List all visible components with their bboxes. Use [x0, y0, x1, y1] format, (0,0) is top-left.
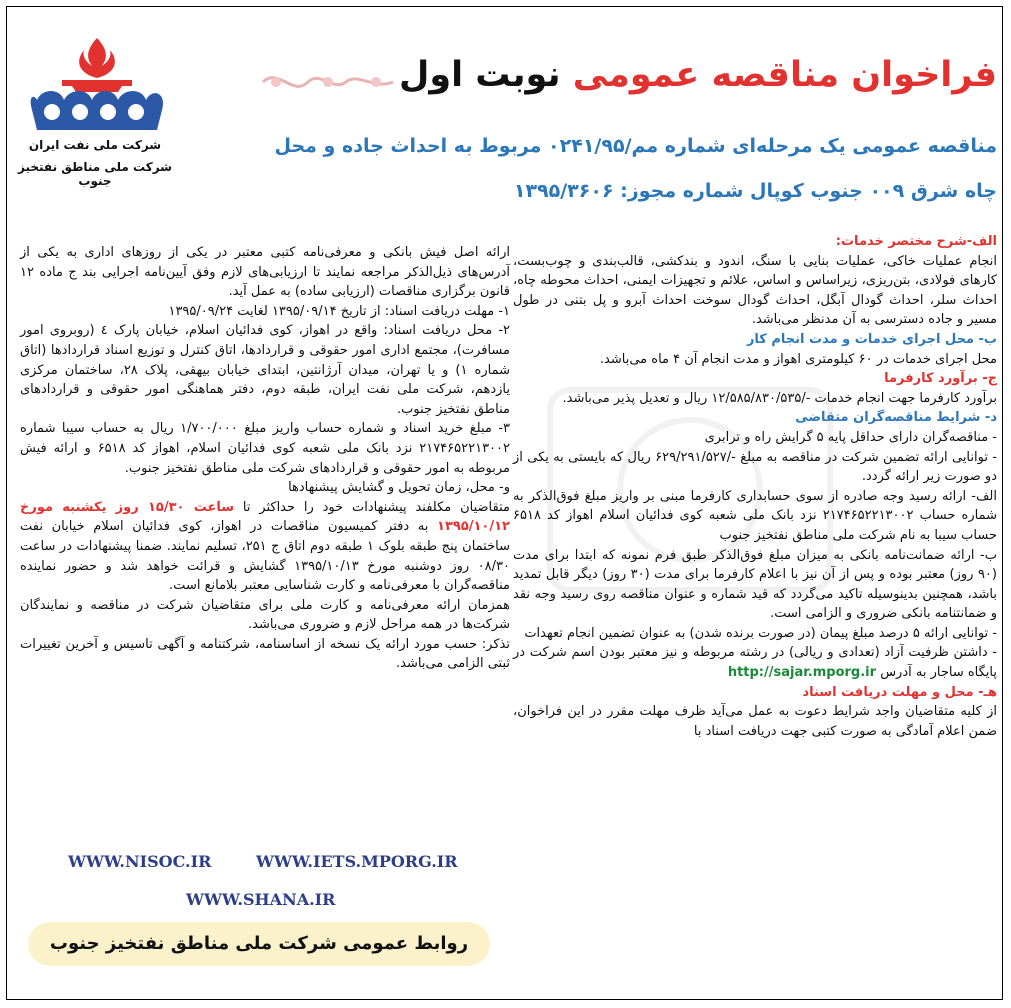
company-name-nioc: شرکت ملی نفت ایران	[28, 138, 162, 152]
website-link-nisoc[interactable]: WWW.NISOC.IR	[68, 852, 212, 871]
left-column	[20, 243, 510, 674]
left-para-4: ۳- مبلغ خرید اسناد و شماره حساب واریز مبلغ ۱/۷۰۰/۰۰۰ ریال به حساب سیبا شماره ۲۱۷۴۶۵۲۲۱۳۰۰۲ نزد بانک ملی شعبه کوی فدائیان اسلام، اهواز کد ۶۵۱۸ و ارائه فیش مربوطه به امور حقوقی و قراردادهای شرکت ملی مناطق نفتخیز جنوب.	[20, 421, 511, 476]
left-para-1: ارائه اصل فیش بانکی و معرفی‌نامه کتبی معتبر در یکی از روزهای اداری به یکی از آدرس‌های ذیل‌الذکر مراجعه نمایند تا ارزیابی‌های لازم وفق آیین‌نامه اجرایی بند ج ماده ۱۲ قانون برگزاری مناقصات (ارزیابی ساده) به عمل آید.	[20, 245, 510, 300]
section-e-heading: هـ- محل و مهلت دریافت اسناد	[802, 684, 997, 700]
section-d-item-3: الف- ارائه رسید وجه صادره از سوی حسابداری کارفرما مبنی بر واریز مبلغ فوق‌الذکر به شماره حساب ۲۱۷۴۶۵۲۲۱۳۰۰۲ نزد بانک ملی شعبه کوی فدائیان اسلام اهواز کد ۶۵۱۸ حساب سیبا به نام شرکت ملی مناطق نفتخیز جنوب	[513, 488, 997, 543]
section-b-text: محل اجرای خدمات در ۶۰ کیلومتری اهواز و مدت انجام آن ۴ ماه می‌باشد.	[599, 351, 997, 367]
nioc-logo-icon	[22, 30, 172, 145]
left-para-3: ۲- محل دریافت اسناد: واقع در اهواز، کوی فدائیان اسلام، خیابان پارک ٤ (روبروی امور مسافرت)، مجتمع اداری امور حقوقی و قراردادها، اتاق کنترل و توزیع اسناد قراردادها (اتاق شماره ۱) و یا تهران، میدان آرژانتین، ابتدای خیابان بیهقی، پلاک ۲۸، ساختمان مرکزی یازدهم، شرکت ملی نفت ایران، طبقه دوم، دفتر هماهنگی امور حقوقی و قراردادهای مناطق نفتخیز جنوب.	[20, 323, 510, 417]
right-column	[513, 232, 997, 741]
left-para-6b: به دفتر کمیسیون مناقصات در اهواز، کوی فدائیان اسلام خیابان نفت ساختمان پنج طبقه بلوک ۱ طبقه دوم اتاق ج ۲۵۱، تسلیم نمایند. ضمنا پیشنهادات در ساعت ۰۸/۳۰ روز دوشنبه مورخ ۱۳۹۵/۱۰/۱۳ گشایش و قرائت خواهد شد و حضور نماینده مناقصه‌گران با معرفی‌نامه و کارت شناسایی معتبر بلامانع است.	[20, 519, 510, 594]
deadline-time: ساعت ۱۵/۳۰ روز یکشنبه مورخ ۱۳۹۵/۱۰/۱۲	[20, 499, 510, 535]
title-red-part: فراخوان مناقصه عمومی	[572, 55, 997, 95]
section-d-item-6: - داشتن ظرفیت آزاد (تعدادی و ریالی) در رشته مربوطه و نیز معتبر بودن اسم شرکت در پایگاه ساجار به آدرس	[513, 645, 997, 681]
left-para-2: ۱- مهلت دریافت اسناد: از تاریخ ۱۳۹۵/۰۹/۱۴ لغایت ۱۳۹۵/۰۹/۲۴	[168, 303, 510, 319]
section-a-text: انجام عملیات خاکی، عملیات بنایی با سنگ، اندود و بندکشی، قالب‌بندی و چوب‌بست، کارهای فولادی، بتن‌ریزی، زیراساس و اساس، علائم و تجهیزات ایمنی، احداث محوطه چاه، احداث سلر، احداث گودال آبگل، احداث گودال سوخت احداث آبرو و پل بتنی در طول مسیر و جاده دسترسی به آن مدنظر می‌باشد.	[513, 253, 997, 328]
section-d-heading: د- شرایط مناقصه‌گران متقاضی	[795, 410, 997, 426]
section-d-item-4: ب- ارائه ضمانت‌نامه بانکی به میزان مبلغ فوق‌الذکر طبق فرم نمونه که ابتدا برای مدت (۹۰ روز) معتبر بوده و پس از آن نیز با اعلام کارفرما برای مدت (۳۰ روز) دیگر قابل تمدید باشد، همچنین بدینوسیله تاکید می‌گردد که قید شماره و عنوان مناقصه روی رسید وجه نقد و ضمانتنامه بانکی ضروری و الزامی است.	[513, 547, 997, 622]
page-title	[320, 55, 997, 111]
section-d-item-1: - مناقصه‌گران دارای حداقل پایه ۵ گرایش راه و ترابری	[704, 429, 997, 445]
left-para-7: همزمان ارائه معرفی‌نامه و کارت ملی برای متقاضیان شرکت در مناقصه و نمایندگان شرکت‌ها در همه مراحل لازم و ضروری می‌باشد.	[20, 597, 510, 633]
left-para-6a: متقاضیان مکلفند پیشنهادات خود را حداکثر تا	[242, 499, 510, 515]
subtitle-line-2: چاه شرق ۰۰۹ جنوب کوپال شماره مجوز: ۱۳۹۵/۳۶۰۶	[513, 180, 997, 202]
website-link-iets[interactable]: WWW.IETS.MPORG.IR	[256, 852, 458, 871]
section-d-item-2: - توانایی ارائه تضمین شرکت در مناقصه به مبلغ -/۶۲۹/۲۹۱/۵۲۷ ریال که بایستی به یکی از دو صورت زیر ارائه گردد.	[513, 449, 997, 485]
section-a-heading: الف-شرح مختصر خدمات:	[835, 234, 997, 249]
section-b-heading: ب- محل اجرای خدمات و مدت انجام کار	[746, 331, 997, 347]
left-para-5: و- محل، زمان تحویل و گشایش پیشنهادها	[288, 480, 510, 496]
left-para-8: تذکر: حسب مورد ارائه یک نسخه از اساسنامه، شرکتنامه و آگهی تاسیس و آخرین تغییرات ثبتی الزامی می‌باشد.	[20, 636, 510, 672]
company-name-nisoc: شرکت ملی مناطق نفتخیز جنوب	[18, 160, 172, 188]
section-c-heading: ج- برآورد کارفرما	[884, 371, 997, 387]
section-d-item-5: - توانایی ارائه ۵ درصد مبلغ پیمان (در صورت برنده شدن) به عنوان تضمین انجام تعهدات	[524, 625, 997, 641]
footer-banner: روابط عمومی شرکت ملی مناطق نفتخیز جنوب	[28, 922, 490, 966]
section-e-text: از کلیه متقاضیان واجد شرایط دعوت به عمل می‌آید ظرف مهلت مقرر در این فراخوان، ضمن اعلام آمادگی به صورت کتبی جهت دریافت اسناد با	[513, 704, 997, 739]
title-black-part: نوبت اول	[398, 55, 561, 95]
website-link-shana[interactable]: WWW.SHANA.IR	[186, 890, 336, 909]
section-c-text: برآورد کارفرما جهت انجام خدمات -/۱۲/۵۸۵/۸۳۰/۵۳۵ ریال و تعدیل پذیر می‌باشد.	[562, 390, 997, 406]
subtitle-line-1: مناقصه عمومی یک مرحله‌ای شماره مم/۰۲۴۱/۹۵ مربوط به احداث جاده و محل	[274, 135, 997, 157]
sajar-link[interactable]: http://sajar.mporg.ir	[727, 665, 877, 681]
